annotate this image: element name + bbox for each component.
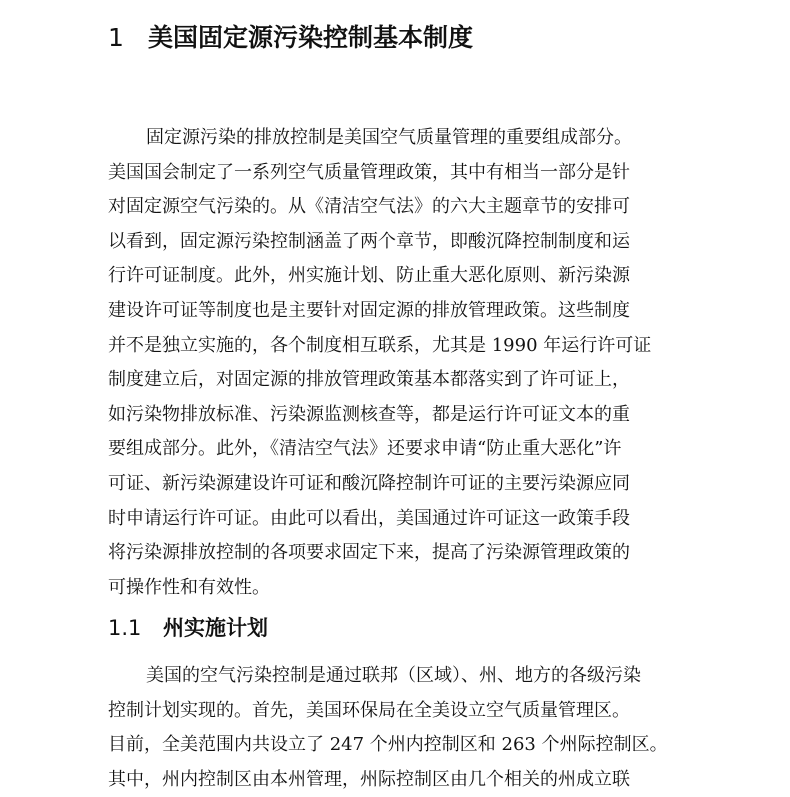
paragraph-line: 控制计划实现的。首先，美国环保局在全美设立空气质量管理区。	[108, 699, 630, 721]
paragraph-line: 将污染源排放控制的各项要求固定下来，提高了污染源管理政策的	[108, 542, 630, 564]
section-number: 1	[108, 23, 124, 52]
paragraph-line: 制度建立后，对固定源的排放管理政策基本都落实到了许可证上，	[108, 369, 630, 391]
subsection-title: 州实施计划	[163, 616, 268, 640]
paragraph-line: 时申请运行许可证。由此可以看出，美国通过许可证这一政策手段	[108, 507, 630, 529]
paragraph-line: 并不是独立实施的，各个制度相互联系，尤其是 1990 年运行许可证	[108, 334, 652, 356]
paragraph-line: 固定源污染的排放控制是美国空气质量管理的重要组成部分。	[146, 127, 632, 148]
paragraph-line: 对固定源空气污染的。从《清洁空气法》的六大主题章节的安排可	[108, 196, 630, 218]
section-title: 美国固定源污染控制基本制度	[148, 23, 474, 52]
paragraph-line: 建设许可证等制度也是主要针对固定源的排放管理政策。这些制度	[108, 299, 630, 321]
body-paragraph-1	[108, 121, 688, 605]
paragraph-line: 目前，全美范围内共设立了 247 个州内控制区和 263 个州际控制区。	[108, 734, 668, 756]
section-heading	[108, 18, 473, 58]
paragraph-line: 美国国会制定了一系列空气质量管理政策，其中有相当一部分是针	[108, 161, 630, 183]
paragraph-line: 可操作性和有效性。	[108, 576, 270, 598]
body-paragraph-2	[108, 659, 688, 797]
paragraph-line: 要组成部分。此外，《清洁空气法》还要求申请“防止重大恶化”许	[108, 438, 622, 460]
subsection-number: 1.1	[108, 616, 142, 640]
paragraph-line: 如污染物排放标准、污染源监测核查等，都是运行许可证文本的重	[108, 403, 630, 425]
paragraph-line: 行许可证制度。此外，州实施计划、防止重大恶化原则、新污染源	[108, 265, 630, 287]
paragraph-line: 其中，州内控制区由本州管理，州际控制区由几个相关的州成立联	[108, 768, 630, 790]
paragraph-line: 可证、新污染源建设许可证和酸沉降控制许可证的主要污染源应同	[108, 472, 630, 494]
paragraph-line: 美国的空气污染控制是通过联邦（区域）、州、地方的各级污染	[146, 665, 641, 686]
subsection-heading	[108, 611, 268, 645]
paragraph-line: 以看到，固定源污染控制涵盖了两个章节，即酸沉降控制制度和运	[108, 230, 630, 252]
